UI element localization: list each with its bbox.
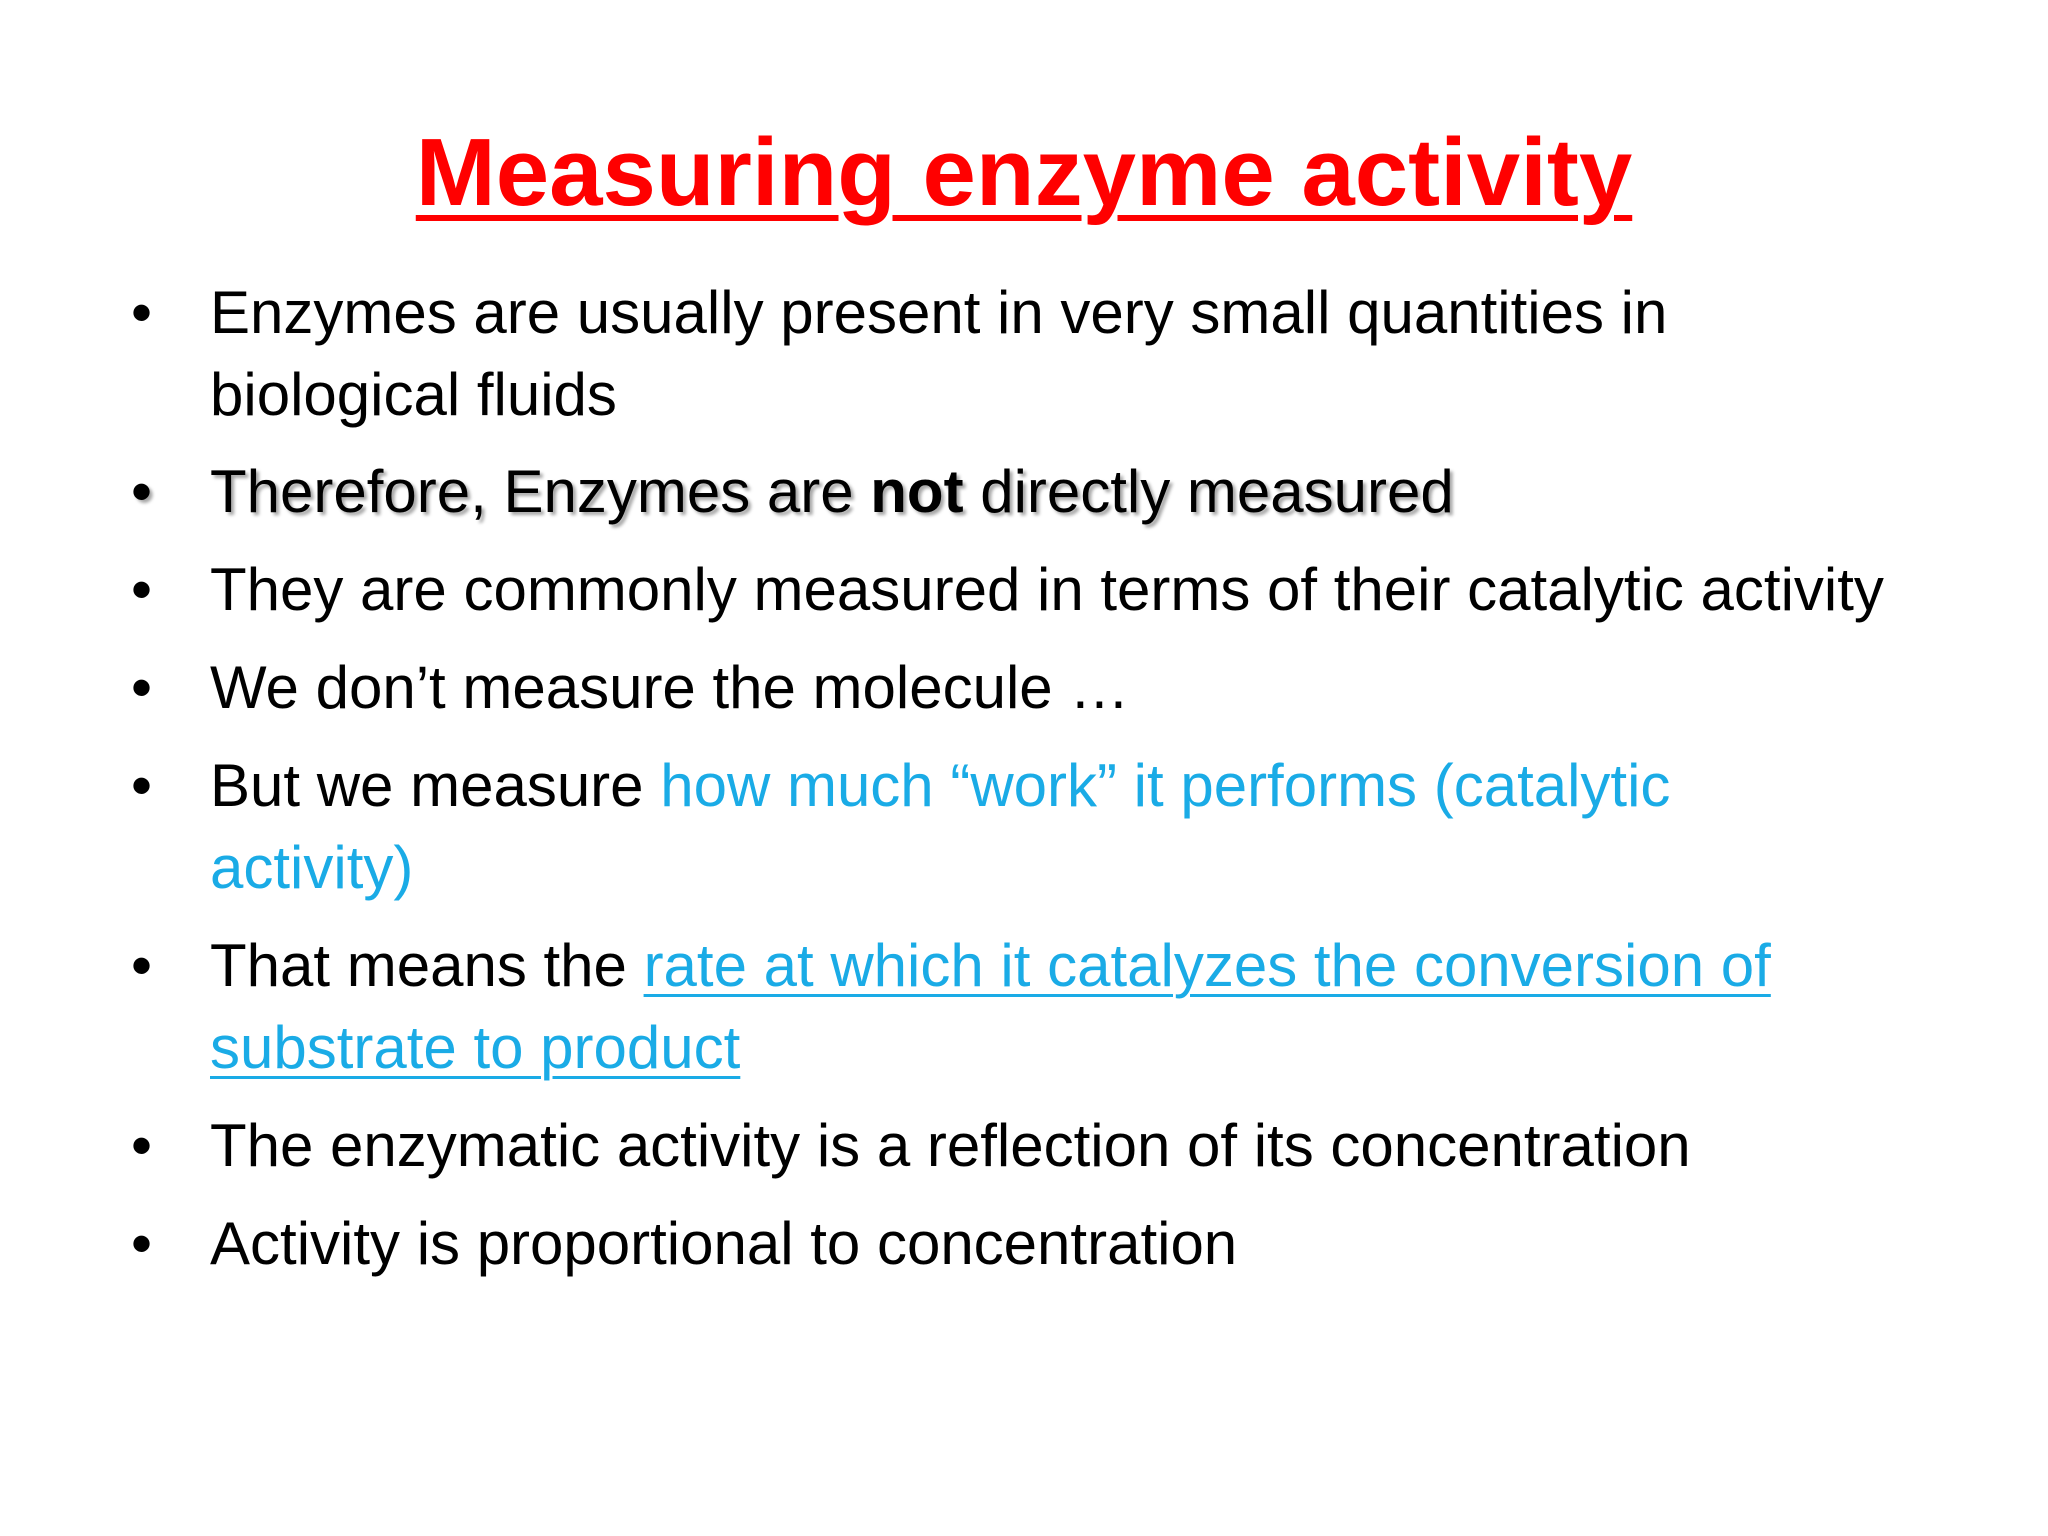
bullet-5-line-1 — [210, 745, 2010, 827]
bullet-6-part-1: That means the — [210, 932, 644, 999]
slide-title-text: Measuring enzyme activity — [415, 119, 1633, 226]
bullet-5-part-1: But we measure — [210, 752, 661, 819]
bullet-2-part-1: Therefore, Enzymes are — [210, 458, 871, 525]
bullet-6-line-1 — [210, 925, 2010, 1007]
bullet-dot-icon: • — [131, 1112, 153, 1179]
bullet-8-text: Activity is proportional to concentration — [210, 1210, 1238, 1277]
bullet-dot-icon: • — [131, 1210, 153, 1277]
bullet-6-link-2[interactable]: substrate to product — [210, 1014, 741, 1081]
bullet-dot-icon: • — [131, 279, 153, 346]
bullet-6-line-2 — [210, 1007, 2010, 1089]
bullet-4-text: We don’t measure the molecule … — [210, 654, 1130, 721]
bullet-1-line-1: Enzymes are usually present in very small quantities in — [210, 279, 1668, 346]
bullet-3-text: They are commonly measured in terms of their catalytic activity — [210, 556, 1884, 623]
bullet-dot-icon: • — [131, 752, 153, 819]
bullet-dot-icon: • — [131, 458, 153, 525]
bullet-6-link-1[interactable]: rate at which it catalyzes the conversion of — [643, 932, 1771, 999]
bullet-5-accent-2: activity) — [210, 834, 414, 901]
bullet-dot-icon: • — [131, 556, 153, 623]
bullet-2-text — [210, 451, 2010, 533]
bullet-7-text: The enzymatic activity is a reflection of its concentration — [210, 1112, 1691, 1179]
bullet-dot-icon: • — [131, 654, 153, 721]
bullet-1-line-2: biological fluids — [210, 361, 617, 428]
bullet-2-emphasis: not — [870, 458, 964, 525]
bullet-5-accent-1: how much “work” it performs (catalytic — [660, 752, 1671, 819]
bullet-2-part-3: directly measured — [963, 458, 1454, 525]
bullet-dot-icon: • — [131, 932, 153, 999]
